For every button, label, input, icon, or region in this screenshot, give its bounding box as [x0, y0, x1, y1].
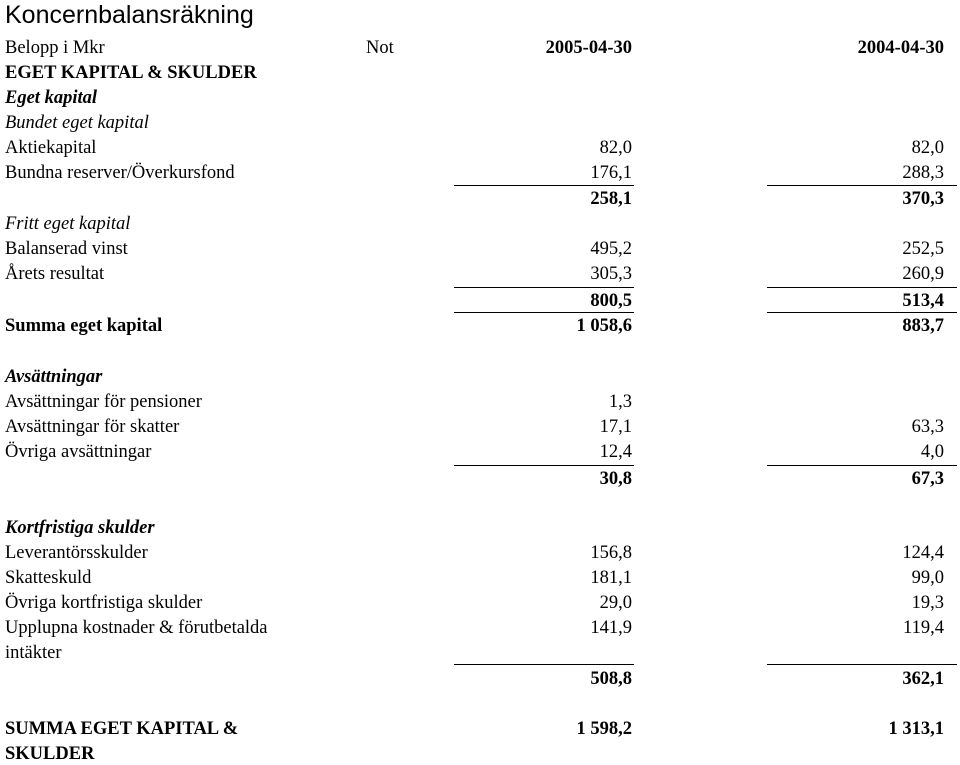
avsattningar-heading: Avsättningar: [5, 367, 103, 387]
value-2005-avsattningar-sum: 30,8: [599, 469, 632, 489]
value-2004-total: 1 313,1: [888, 719, 944, 739]
section-heading: EGET KAPITAL & SKULDER: [5, 63, 257, 83]
subtotal-rule: [767, 465, 957, 466]
value-2004-kortfristiga-sum: 362,1: [902, 669, 944, 689]
subtotal-rule: [454, 664, 634, 665]
row-label-pensioner: Avsättningar för pensioner: [5, 392, 202, 412]
value-2004-leverantorsskulder: 124,4: [902, 543, 944, 563]
fritt-eget-kapital-heading: Fritt eget kapital: [5, 214, 131, 234]
value-2005-bundet-sum: 258,1: [590, 189, 632, 209]
row-label-balanserad-vinst: Balanserad vinst: [5, 239, 128, 259]
value-2005-ovriga-avsattningar: 12,4: [599, 442, 632, 462]
row-label-total-line2: SKULDER: [5, 744, 95, 764]
date-column-header-2005: 2005-04-30: [545, 38, 632, 58]
value-2004-avsattningar-sum: 67,3: [911, 469, 944, 489]
row-label-summa-eget-kapital: Summa eget kapital: [5, 316, 163, 336]
value-2004-skatteskuld: 99,0: [911, 568, 944, 588]
bundet-eget-kapital-heading: Bundet eget kapital: [5, 113, 149, 133]
value-2005-skatter: 17,1: [599, 417, 632, 437]
value-2005-bundna-reserver: 176,1: [590, 163, 632, 183]
row-label-ovriga-avsattningar: Övriga avsättningar: [5, 442, 152, 462]
total-rule: [767, 312, 957, 313]
value-2005-kortfristiga-sum: 508,8: [590, 669, 632, 689]
value-2004-bundet-sum: 370,3: [902, 189, 944, 209]
subtotal-rule: [454, 287, 634, 288]
page-title: Koncernbalansräkning: [5, 1, 254, 29]
value-2005-aktiekapital: 82,0: [599, 138, 632, 158]
row-label-bundna-reserver: Bundna reserver/Överkursfond: [5, 163, 235, 183]
value-2005-skatteskuld: 181,1: [590, 568, 632, 588]
kortfristiga-skulder-heading: Kortfristiga skulder: [5, 518, 155, 538]
value-2004-skatter: 63,3: [911, 417, 944, 437]
value-2005-pensioner: 1,3: [608, 392, 632, 412]
value-2005-fritt-sum: 800,5: [590, 291, 632, 311]
value-2004-aktiekapital: 82,0: [911, 138, 944, 158]
row-label-skatteskuld: Skatteskuld: [5, 568, 92, 588]
date-column-header-2004: 2004-04-30: [857, 38, 944, 58]
note-column-header: Not: [366, 38, 394, 58]
value-2005-leverantorsskulder: 156,8: [590, 543, 632, 563]
row-label-total-line1: SUMMA EGET KAPITAL &: [5, 719, 239, 739]
value-2004-bundna-reserver: 288,3: [902, 163, 944, 183]
eget-kapital-heading: Eget kapital: [5, 88, 97, 108]
subtotal-rule: [767, 664, 957, 665]
row-label-upplupna-line2: intäkter: [5, 643, 62, 663]
subtotal-rule: [767, 185, 957, 186]
subtotal-rule: [454, 465, 634, 466]
amount-unit-label: Belopp i Mkr: [5, 38, 105, 58]
value-2004-upplupna: 119,4: [903, 618, 944, 638]
row-label-leverantorsskulder: Leverantörsskulder: [5, 543, 148, 563]
row-label-upplupna-line1: Upplupna kostnader & förutbetalda: [5, 618, 268, 638]
value-2004-balanserad-vinst: 252,5: [902, 239, 944, 259]
total-rule: [454, 312, 634, 313]
value-2004-fritt-sum: 513,4: [902, 291, 944, 311]
subtotal-rule: [767, 287, 957, 288]
value-2004-arets-resultat: 260,9: [902, 264, 944, 284]
value-2005-arets-resultat: 305,3: [590, 264, 632, 284]
value-2004-ovriga-avsattningar: 4,0: [920, 442, 944, 462]
value-2004-summa-eget-kapital: 883,7: [902, 316, 944, 336]
value-2005-summa-eget-kapital: 1 058,6: [576, 316, 632, 336]
value-2005-ovriga-kortfristiga: 29,0: [599, 593, 632, 613]
row-label-skatter: Avsättningar för skatter: [5, 417, 180, 437]
row-label-arets-resultat: Årets resultat: [5, 264, 105, 284]
subtotal-rule: [454, 185, 634, 186]
row-label-aktiekapital: Aktiekapital: [5, 138, 97, 158]
value-2004-ovriga-kortfristiga: 19,3: [911, 593, 944, 613]
value-2005-total: 1 598,2: [576, 719, 632, 739]
row-label-ovriga-kortfristiga: Övriga kortfristiga skulder: [5, 593, 203, 613]
value-2005-upplupna: 141,9: [590, 618, 632, 638]
value-2005-balanserad-vinst: 495,2: [590, 239, 632, 259]
